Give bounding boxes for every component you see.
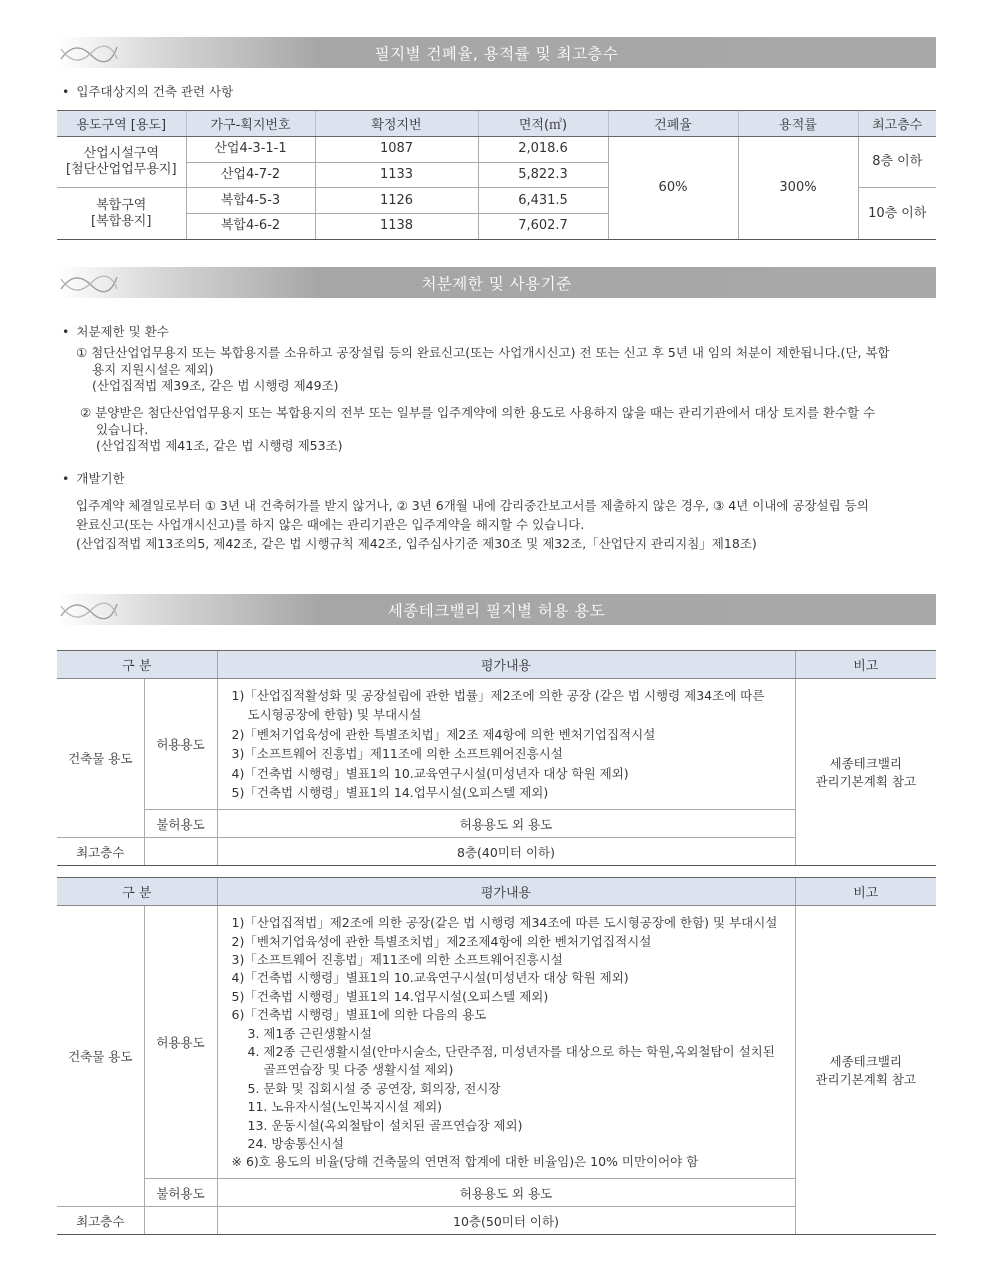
parcel-cell: 1133 bbox=[315, 162, 478, 188]
footnote: ※ 6)호 용도의 비율(당해 건축물의 연면적 합계에 대한 비율임)은 10% 미만이어야 함 bbox=[231, 1154, 699, 1170]
building-use-label: 건축물 용도 bbox=[57, 906, 144, 1207]
paragraph-development bbox=[76, 496, 936, 553]
zone-name: 복합구역 bbox=[96, 197, 147, 213]
zone-cell bbox=[57, 137, 186, 188]
zone-use: [첨단산업업무용지] bbox=[65, 162, 177, 178]
paragraph-item1 bbox=[76, 345, 936, 395]
table-row bbox=[57, 906, 936, 1179]
list-item: 5)「건축법 시행령」별표1의 14.업무시설(오피스텔 제외) bbox=[231, 785, 549, 800]
section-title: 필지별 건폐율, 용적률 및 최고층수 bbox=[374, 44, 619, 63]
zone-name: 산업시설구역 bbox=[83, 146, 159, 162]
list-item: 2)「벤처기업육성에 관한 특별조치법」제2조제4항에 의한 벤처기업집적시설 bbox=[231, 933, 652, 949]
building-use-label: 건축물 용도 bbox=[57, 679, 144, 838]
table-row bbox=[57, 137, 936, 163]
lot-cell: 복합4-6-2 bbox=[186, 214, 315, 240]
section-header-permitted-uses bbox=[57, 594, 936, 625]
text-line: 용지 지원시설은 제외) bbox=[92, 361, 214, 377]
note-text: 세종테크밸리 bbox=[829, 1054, 902, 1069]
table-header-row bbox=[57, 111, 936, 137]
paragraph-item2 bbox=[80, 405, 936, 455]
far-cell: 300% bbox=[738, 137, 858, 240]
zone-use: [복합용지] bbox=[91, 213, 152, 229]
max-floors-label: 최고층수 bbox=[57, 1207, 144, 1235]
max-floors-value: 10층(50미터 이하) bbox=[217, 1207, 795, 1235]
area-cell: 6,431.5 bbox=[478, 188, 608, 214]
list-item: 6)「건축법 시행령」별표1에 의한 다음의 용도 bbox=[231, 1007, 487, 1023]
parcel-cell: 1126 bbox=[315, 188, 478, 214]
permitted-use-table-mixed bbox=[57, 877, 936, 1235]
sub-list-item: 3. 제1종 근린생활시설 bbox=[247, 1025, 372, 1041]
disallowed-value: 허용용도 외 용도 bbox=[217, 1179, 795, 1207]
disallowed-label: 불허용도 bbox=[144, 1179, 217, 1207]
permitted-use-table-industrial bbox=[57, 650, 936, 866]
allowed-label: 허용용도 bbox=[144, 679, 217, 810]
empty-cell bbox=[144, 838, 217, 866]
col-header: 구 분 bbox=[57, 878, 217, 906]
sub-list-item: 24. 방송통신시설 bbox=[247, 1136, 344, 1152]
sub-list-item: 13. 운동시설(옥외철탑이 설치된 골프연습장 제외) bbox=[247, 1117, 523, 1133]
area-cell: 7,602.7 bbox=[478, 214, 608, 240]
list-item: 4)「건축법 시행령」별표1의 10.교육연구시설(미성년자 대상 학원 제외) bbox=[231, 765, 629, 781]
dna-helix-icon bbox=[59, 596, 119, 623]
coverage-table bbox=[57, 110, 936, 240]
col-header: 최고층수 bbox=[858, 111, 936, 137]
list-item: 2)「벤처기업육성에 관한 특별조치법」제2조 제4항에 의한 벤처기업집적시설 bbox=[231, 726, 656, 742]
section-header-restrictions bbox=[57, 267, 936, 298]
section-title: 처분제한 및 사용기준 bbox=[421, 274, 572, 293]
sub-list-item: 11. 노유자시설(노인복지시설 제외) bbox=[247, 1099, 443, 1115]
lot-cell: 산업4-3-1-1 bbox=[186, 137, 315, 163]
floors-cell: 8층 이하 bbox=[858, 137, 936, 188]
max-floors-value: 8층(40미터 이하) bbox=[217, 838, 795, 866]
col-header: 면적(㎡) bbox=[478, 111, 608, 137]
list-item: 1)「산업집적활성화 및 공장설립에 관한 법률」제2조에 의한 공장 (같은 법 시행령 제34조에 따른 bbox=[231, 687, 765, 703]
list-item: 1)「산업집적법」제2조에 의한 공장(같은 법 시행령 제34조에 따른 도시형공장에 한함) 및 부대시설 bbox=[231, 915, 778, 931]
sub-list-item: 골프연습장 및 다중 생활시설 제외) bbox=[263, 1062, 454, 1078]
disallowed-label: 불허용도 bbox=[144, 810, 217, 838]
col-header: 평가내용 bbox=[217, 878, 795, 906]
coverage-cell: 60% bbox=[608, 137, 738, 240]
note-text: 세종테크밸리 bbox=[829, 756, 902, 771]
col-header: 확정지번 bbox=[315, 111, 478, 137]
bullet-building-info: • 입주대상지의 건축 관련 사항 bbox=[62, 82, 233, 100]
bullet-development: • 개발기한 bbox=[62, 469, 125, 487]
text-line: 있습니다. bbox=[96, 421, 149, 437]
col-header: 용적률 bbox=[738, 111, 858, 137]
floors-cell: 10층 이하 bbox=[858, 188, 936, 239]
note-text: 관리기본계획 참고 bbox=[815, 774, 917, 789]
col-header: 가구-획지번호 bbox=[186, 111, 315, 137]
sub-list-item: 4. 제2종 근린생활시설(안마시술소, 단란주점, 미성년자를 대상으로 하는 학원,옥외철탑이 설치된 bbox=[247, 1044, 775, 1059]
law-reference: (산업집적법 제13조의5, 제42조, 같은 법 시행규칙 제42조, 입주심사기준 제30조 및 제32조,「산업단지 관리지침」제18조) bbox=[76, 536, 757, 551]
list-item: 3)「소프트웨어 진흥법」제11조에 의한 소프트웨어진흥시설 bbox=[231, 746, 563, 761]
col-header: 구 분 bbox=[57, 651, 217, 679]
list-item: 4)「건축법 시행령」별표1의 10.교육연구시설(미성년자 대상 학원 제외) bbox=[231, 970, 629, 986]
table-header-row bbox=[57, 651, 936, 679]
dna-helix-icon bbox=[59, 269, 119, 296]
text-line: 완료신고(또는 사업개시신고)를 하지 않은 때에는 관리기관은 입주계약을 해지할 수 있습니다. bbox=[76, 517, 585, 532]
list-item: 도시형공장에 한함) 및 부대시설 bbox=[247, 707, 422, 722]
col-header: 건폐율 bbox=[608, 111, 738, 137]
law-reference: (산업집적법 제41조, 같은 법 시행령 제53조) bbox=[96, 438, 343, 453]
list-item: 5)「건축법 시행령」별표1의 14.업무시설(오피스텔 제외) bbox=[231, 988, 549, 1004]
allowed-list bbox=[217, 906, 795, 1179]
dna-helix-icon bbox=[59, 39, 119, 66]
area-cell: 2,018.6 bbox=[478, 137, 608, 163]
empty-cell bbox=[144, 1207, 217, 1235]
text-line: 입주계약 체결일로부터 ① 3년 내 건축허가를 받지 않거나, ② 3년 6개월 내에 감리중간보고서를 제출하지 않은 경우, ③ 4년 이내에 공장설립 등의 bbox=[76, 498, 869, 513]
zone-cell bbox=[57, 188, 186, 239]
bullet-disposal: • 처분제한 및 환수 bbox=[62, 322, 169, 340]
section-title: 세종테크밸리 필지별 허용 용도 bbox=[387, 601, 606, 620]
allowed-list bbox=[217, 679, 795, 810]
section-header-coverage bbox=[57, 37, 936, 68]
law-reference: (산업집적법 제39조, 같은 법 시행령 제49조) bbox=[92, 378, 339, 393]
note-cell bbox=[795, 679, 936, 866]
area-cell: 5,822.3 bbox=[478, 162, 608, 188]
col-header: 비고 bbox=[795, 878, 936, 906]
table-header-row bbox=[57, 878, 936, 906]
sub-list-item: 5. 문화 및 집회시설 중 공연장, 회의장, 전시장 bbox=[247, 1080, 501, 1096]
table-row bbox=[57, 679, 936, 810]
text-line: ① 첨단산업업무용지 또는 복합용지를 소유하고 공장설립 등의 완료신고(또는 사업개시신고) 전 또는 신고 후 5년 내 임의 처분이 제한됩니다.(단, 복합 bbox=[76, 345, 890, 360]
lot-cell: 복합4-5-3 bbox=[186, 188, 315, 214]
col-header: 평가내용 bbox=[217, 651, 795, 679]
note-cell bbox=[795, 906, 936, 1235]
allowed-label: 허용용도 bbox=[144, 906, 217, 1179]
disallowed-value: 허용용도 외 용도 bbox=[217, 810, 795, 838]
max-floors-label: 최고층수 bbox=[57, 838, 144, 866]
lot-cell: 산업4-7-2 bbox=[186, 162, 315, 188]
note-text: 관리기본계획 참고 bbox=[815, 1072, 917, 1087]
col-header: 비고 bbox=[795, 651, 936, 679]
parcel-cell: 1138 bbox=[315, 214, 478, 240]
list-item: 3)「소프트웨어 진흥법」제11조에 의한 소프트웨어진흥시설 bbox=[231, 951, 563, 967]
col-header: 용도구역 [용도] bbox=[57, 111, 186, 137]
parcel-cell: 1087 bbox=[315, 137, 478, 163]
text-line: ② 분양받은 첨단산업업무용지 또는 복합용지의 전부 또는 일부를 입주계약에 의한 용도로 사용하지 않을 때는 관리기관에서 대상 토지를 환수할 수 bbox=[80, 405, 876, 420]
